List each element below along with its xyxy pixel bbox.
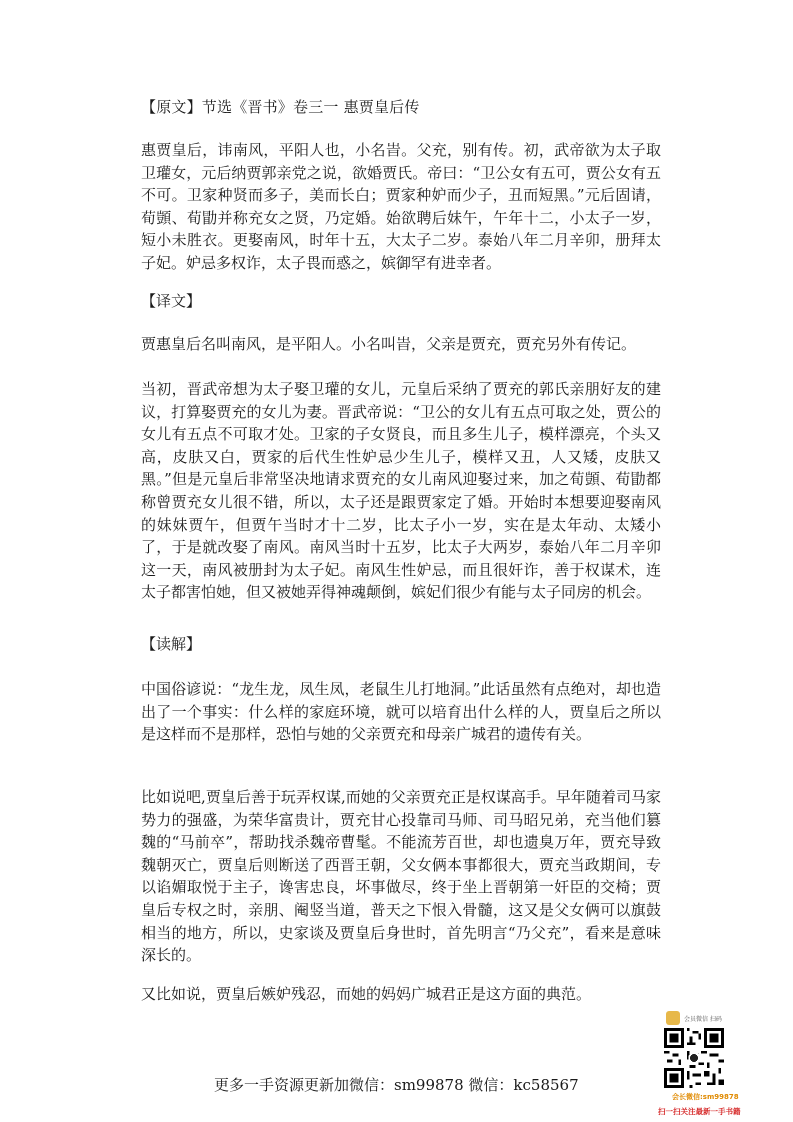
brand-logo-icon <box>666 1011 680 1025</box>
page-title: 【原文】节选《晋书》卷三一 惠贾皇后传 <box>141 98 420 116</box>
qr-caption-wechat: 会长微信:sm99878 <box>672 1093 739 1101</box>
qr-header-text: 会员微信 扫码 <box>684 1015 722 1023</box>
translation-paragraph-2: 当初，晋武帝想为太子娶卫瓘的女儿，元皇后采纳了贾充的郭氏亲朋好友的建议，打算娶贾充的女儿为妻。晋武帝说：“卫公的女儿有五点可取之处，贾公的女儿有五点不可取才处。卫家的子女贤良，而且多生儿子，模样漂亮，个头又高，皮肤又白，贾家的后代生性妒忌少生儿子，模样又丑，人又矮，皮肤又黑。”但是元皇后非常坚决地请求贾充的女儿南风迎娶过来，加之荀顗、荀勖都称曾贾充女儿很不错，所以，太子还是跟贾家定了婚。开始时本想要迎娶南风的妹妹贾午，但贾午当时才十二岁，比太子小一岁，实在是太年动、太矮小了，于是就改娶了南风。南风当时十五岁，比太子大两岁，泰始八年二月辛卯这一天，南风被册封为太子妃。南风生性妒忌，而且很奸诈，善于权谋术，连太子都害怕她，但又被她弄得神魂颠倒，嫔妃们很少有能与太子同房的机会。 <box>141 380 661 602</box>
translation-heading: 【译文】 <box>141 292 202 310</box>
reading-paragraph-3: 又比如说，贾皇后嫉妒残忍，而她的妈妈广城君正是这方面的典范。 <box>141 985 592 1003</box>
qr-header <box>666 1008 766 1028</box>
original-text-paragraph: 惠贾皇后，讳南风，平阳人也，小名旹。父充，别有传。初，武帝欲为太子取卫瓘女，元后纳贾郭亲党之说，欲婚贾氏。帝曰：“卫公女有五可，贾公女有五不可。卫家种贤而多子，美而长白；贾家种妒而少子，丑而短黑。”元后固请，荀顗、荀勖并称充女之贤，乃定婚。始欲聘后妹午，午年十二，小太子一岁，短小未胜衣。更娶南风，时年十五，大太子二岁。泰始八年二月辛卯，册拜太子妃。妒忌多权诈，太子畏而惑之，嫔御罕有进幸者。 <box>141 141 661 272</box>
reading-heading: 【读解】 <box>141 635 202 653</box>
translation-paragraph-1: 贾惠皇后名叫南风，是平阳人。小名叫旹，父亲是贾充，贾充另外有传记。 <box>141 335 637 353</box>
footer-contact-note: 更多一手资源更新加微信：sm99878 微信：kc58567 <box>214 1076 579 1094</box>
reading-paragraph-1: 中国俗谚说：“龙生龙，凤生凤，老鼠生儿打地洞。”此话虽然有点绝对，却也造出了一个事实：什么样的家庭环境，就可以培育出什么样的人，贾皇后之所以是这样而不是那样，恐怕与她的父亲贾充和母亲广城君的遗传有关。 <box>141 680 661 744</box>
qr-caption-follow: 扫一扫关注最新一手书籍 <box>658 1107 741 1116</box>
reading-paragraph-2: 比如说吧,贾皇后善于玩弄权谋,而她的父亲贾充正是权谋高手。早年随着司马家势力的强盛，为荣华富贵计，贾充甘心投靠司马师、司马昭兄弟，充当他们篡魏的“马前卒”，帮助找杀魏帝曹髦。不能流芳百世，却也遗臭万年，贾充导致魏朝灭亡，贾皇后则断送了西晋王朝，父女俩本事都很大，贾充当政期间，专以谄媚取悦于主子，谗害忠良，坏事做尽，终于坐上晋朝第一奸臣的交椅；贾皇后专权之时，亲朋、阉竖当道，普天之下恨入骨髓，这又是父女俩可以旗鼓相当的地方，所以，史家谈及贾皇后身世时，首先明言“乃父充”，看来是意味深长的。 <box>141 788 661 965</box>
qr-code-icon <box>664 1028 724 1088</box>
qr-promo-block <box>656 1006 768 1118</box>
